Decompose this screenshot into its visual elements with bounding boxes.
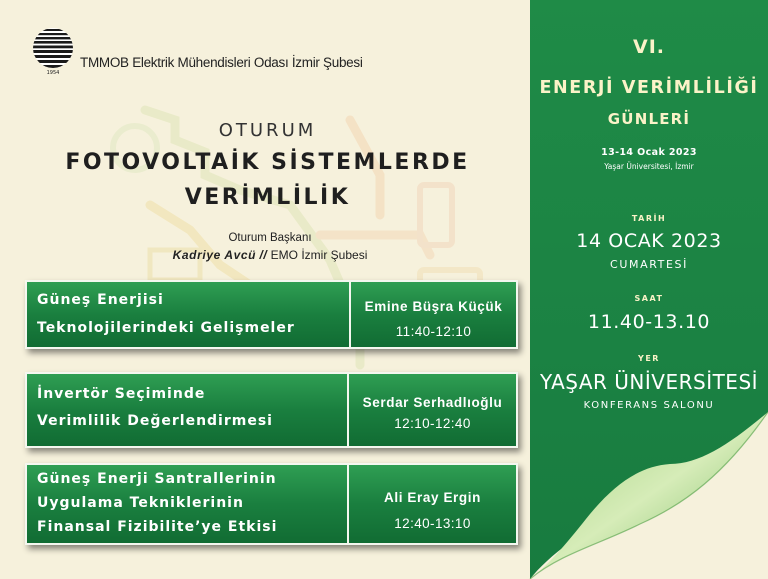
emo-logo-icon [28, 26, 78, 76]
logo-year: 1954 [46, 70, 60, 76]
talk-title-line: Finansal Fizibilite’ye Etkisi [37, 519, 278, 535]
date-value: 14 OCAK 2023 [576, 230, 722, 252]
talk-title-line: Teknolojilerindeki Gelişmeler [37, 320, 295, 336]
talk-speaker: Emine Büşra Küçük [364, 299, 503, 314]
talk-card [25, 463, 518, 545]
time-label: SAAT [634, 294, 664, 303]
chair-affiliation: EMO İzmir Şubesi [270, 248, 368, 262]
time-value: 11.40-13.10 [587, 311, 711, 333]
hall-value: KONFERANS SALONU [583, 400, 715, 411]
place-label: YER [638, 354, 660, 363]
talk-title-line: Uygulama Tekniklerinin [37, 495, 244, 511]
session-title-line1: FOTOVOLTAİK SİSTEMLERDE [65, 150, 470, 175]
chair-label: Oturum Başkanı [228, 232, 312, 244]
talk-title-line: Verimlilik Değerlendirmesi [37, 413, 273, 429]
event-number: VI. [633, 36, 665, 58]
event-name: ENERJİ VERİMLİLİĞİ [539, 78, 759, 98]
talk-title-line: Güneş Enerjisi [37, 292, 164, 308]
talk-time: 11:40-12:10 [395, 324, 472, 339]
session-label: OTURUM [218, 120, 317, 141]
chair-line [0, 248, 540, 262]
talk-title-line: Güneş Enerji Santrallerinin [37, 471, 277, 487]
talk-speaker: Serdar Serhadlıoğlu [362, 395, 503, 410]
talk-divider [347, 374, 349, 446]
chair-separator: // [259, 248, 268, 262]
chair-name: Kadriye Avcü [172, 248, 257, 262]
event-name-line2: GÜNLERİ [607, 110, 691, 128]
talk-speaker: Ali Eray Ergin [384, 490, 481, 505]
talk-card [25, 372, 518, 448]
event-location: Yaşar Üniversitesi, İzmir [604, 162, 694, 171]
session-title-line2: VERİMLİLİK [184, 185, 351, 210]
date-label: TARİH [631, 214, 667, 223]
talk-title-line: İnvertör Seçiminde [37, 386, 206, 402]
organization-name: TMMOB Elektrik Mühendisleri Odası İzmir Şubesi [80, 55, 363, 70]
talk-time: 12:10-12:40 [394, 416, 471, 431]
talk-time: 12:40-13:10 [394, 516, 471, 531]
event-dates: 13-14 Ocak 2023 [601, 147, 697, 158]
talk-card [25, 280, 518, 349]
place-value: YAŞAR ÜNİVERSİTESİ [539, 370, 759, 394]
page-curl-decoration [520, 404, 768, 579]
day-value: CUMARTESİ [610, 258, 688, 271]
